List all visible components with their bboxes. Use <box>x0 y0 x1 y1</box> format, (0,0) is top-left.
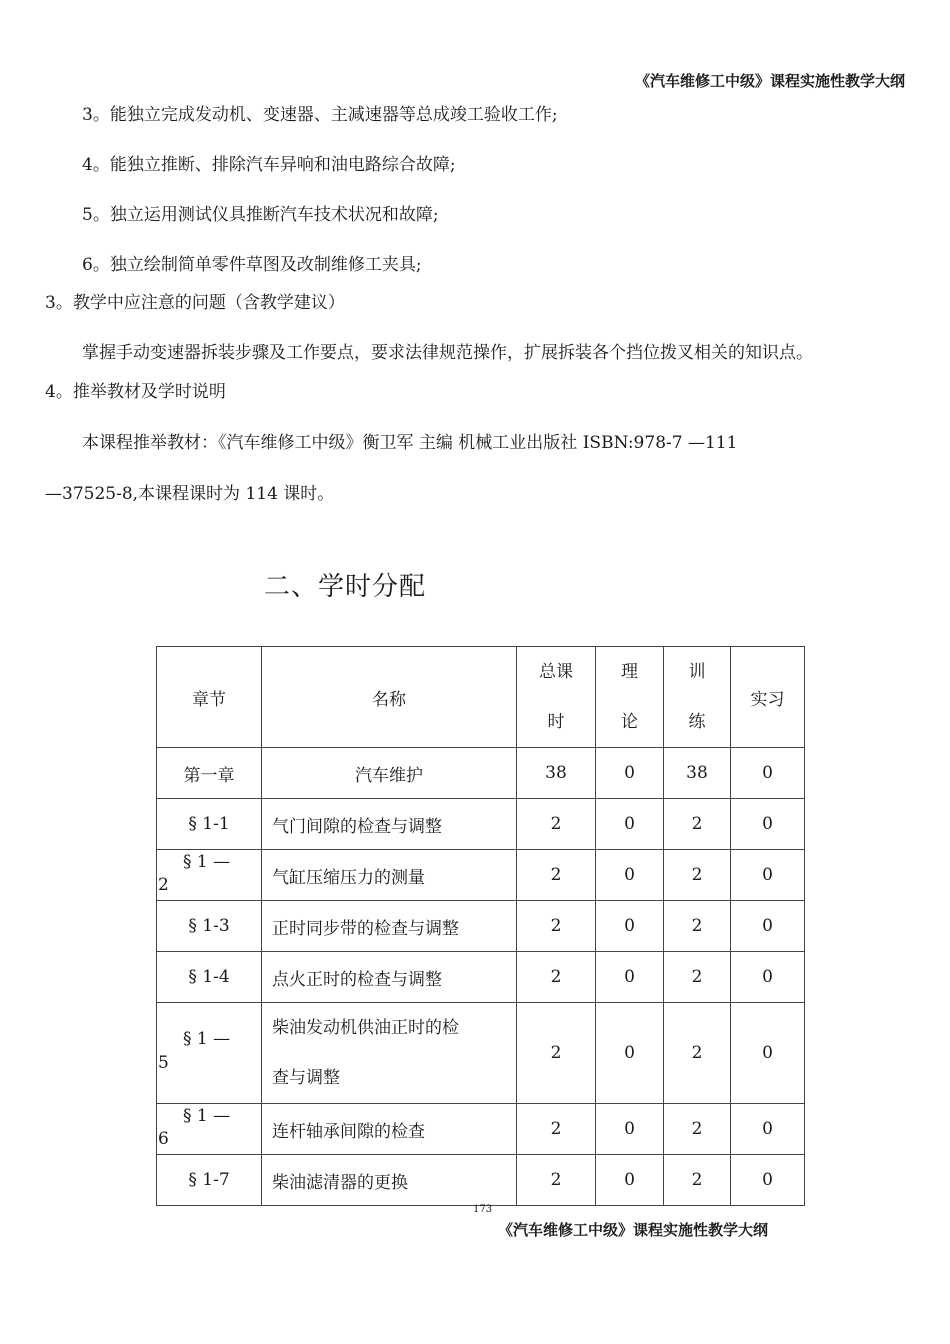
row-section: § 1-4 <box>157 952 262 1003</box>
table-row <box>157 799 805 850</box>
table-row <box>157 1155 805 1206</box>
running-header: 《汽车维修工中级》课程实施性教学大纲 <box>634 72 905 90</box>
row-name-line2: 查与调整 <box>272 1068 340 1088</box>
row-total: 2 <box>517 901 596 952</box>
row-name: 气缸压缩压力的测量 <box>262 850 517 901</box>
row-section-part1: § 1 — <box>183 1029 231 1049</box>
teaching-notes-paragraph: 掌握手动变速器拆装步骤及工作要点，要求法律规范操作，扩展拆装各个挡位拨叉相关的知识点。 <box>82 343 813 363</box>
row-section-part2: 6 <box>158 1129 169 1149</box>
row-name: 正时同步带的检查与调整 <box>262 901 517 952</box>
header-theory-line2: 论 <box>621 712 638 732</box>
table-row <box>157 1003 805 1104</box>
header-total-hours <box>517 647 596 748</box>
row-practice: 0 <box>731 1104 805 1155</box>
row-practice: 0 <box>731 901 805 952</box>
row-section-part1: § 1 — <box>183 852 231 872</box>
row-name: 点火正时的检查与调整 <box>262 952 517 1003</box>
row-theory: 0 <box>596 748 664 799</box>
header-total-hours-line2: 时 <box>547 712 565 732</box>
table-row <box>157 901 805 952</box>
row-total: 2 <box>517 1104 596 1155</box>
row-total: 2 <box>517 952 596 1003</box>
row-name: 柴油滤清器的更换 <box>262 1155 517 1206</box>
row-section: § 1-7 <box>157 1155 262 1206</box>
row-name <box>262 1003 517 1104</box>
header-practice: 实习 <box>731 647 805 748</box>
objective-item-4: 4。能独立推断、排除汽车异响和油电路综合故障; <box>82 155 456 175</box>
row-total: 2 <box>517 850 596 901</box>
row-theory: 0 <box>596 1003 664 1104</box>
table-row <box>157 952 805 1003</box>
row-theory: 0 <box>596 952 664 1003</box>
objective-item-6: 6。独立绘制简单零件草图及改制维修工夹具; <box>82 255 422 275</box>
row-theory: 0 <box>596 1155 664 1206</box>
row-training: 2 <box>664 1104 731 1155</box>
objective-item-3: 3。能独立完成发动机、变速器、主减速器等总成竣工验收工作; <box>82 105 558 125</box>
row-training: 2 <box>664 1003 731 1104</box>
row-practice: 0 <box>731 1003 805 1104</box>
textbook-paragraph-line2: —37525-8,本课程课时为 114 课时。 <box>45 484 335 504</box>
row-section-part1: § 1 — <box>183 1106 231 1126</box>
row-practice: 0 <box>731 748 805 799</box>
row-total: 2 <box>517 799 596 850</box>
row-training: 2 <box>664 850 731 901</box>
row-section <box>157 850 262 901</box>
textbook-paragraph-line1: 本课程推举教材：《汽车维修工中级》衡卫军 主编 机械工业出版社 ISBN:978-7 —111 <box>82 433 738 453</box>
row-total: 2 <box>517 1003 596 1104</box>
header-theory <box>596 647 664 748</box>
row-theory: 0 <box>596 1104 664 1155</box>
row-training: 2 <box>664 1155 731 1206</box>
header-name: 名称 <box>262 647 517 748</box>
row-training: 2 <box>664 799 731 850</box>
header-training-line2: 练 <box>688 712 706 732</box>
heading-textbook: 4。推举教材及学时说明 <box>45 382 226 402</box>
row-section: § 1-1 <box>157 799 262 850</box>
row-section-part2: 5 <box>158 1053 169 1073</box>
row-section <box>157 1104 262 1155</box>
row-name: 汽车维护 <box>262 748 517 799</box>
header-training <box>664 647 731 748</box>
heading-teaching-notes: 3。教学中应注意的问题（含教学建议） <box>45 293 345 313</box>
page-number: 173 <box>473 1204 493 1215</box>
section-title: 二、学时分配 <box>264 572 427 602</box>
row-section: 第一章 <box>157 748 262 799</box>
hours-allocation-table <box>156 646 805 1206</box>
row-practice: 0 <box>731 799 805 850</box>
row-name-line1: 柴油发动机供油正时的检 <box>272 1018 459 1038</box>
table-header-row <box>157 647 805 748</box>
header-chapter: 章节 <box>157 647 262 748</box>
row-theory: 0 <box>596 850 664 901</box>
row-practice: 0 <box>731 1155 805 1206</box>
row-practice: 0 <box>731 952 805 1003</box>
row-section <box>157 1003 262 1104</box>
header-theory-line1: 理 <box>621 662 638 682</box>
row-training: 2 <box>664 952 731 1003</box>
table-row <box>157 850 805 901</box>
row-training: 2 <box>664 901 731 952</box>
objective-item-5: 5。独立运用测试仪具推断汽车技术状况和故障; <box>82 205 439 225</box>
row-theory: 0 <box>596 799 664 850</box>
table-row <box>157 1104 805 1155</box>
row-total: 2 <box>517 1155 596 1206</box>
row-theory: 0 <box>596 901 664 952</box>
header-total-hours-line1: 总课 <box>539 662 573 682</box>
header-training-line1: 训 <box>688 662 706 682</box>
running-footer: 《汽车维修工中级》课程实施性教学大纲 <box>498 1221 769 1239</box>
row-name: 连杆轴承间隙的检查 <box>262 1104 517 1155</box>
row-section: § 1-3 <box>157 901 262 952</box>
table-row <box>157 748 805 799</box>
row-section-part2: 2 <box>158 875 169 895</box>
row-training: 38 <box>664 748 731 799</box>
row-practice: 0 <box>731 850 805 901</box>
row-name: 气门间隙的检查与调整 <box>262 799 517 850</box>
row-total: 38 <box>517 748 596 799</box>
